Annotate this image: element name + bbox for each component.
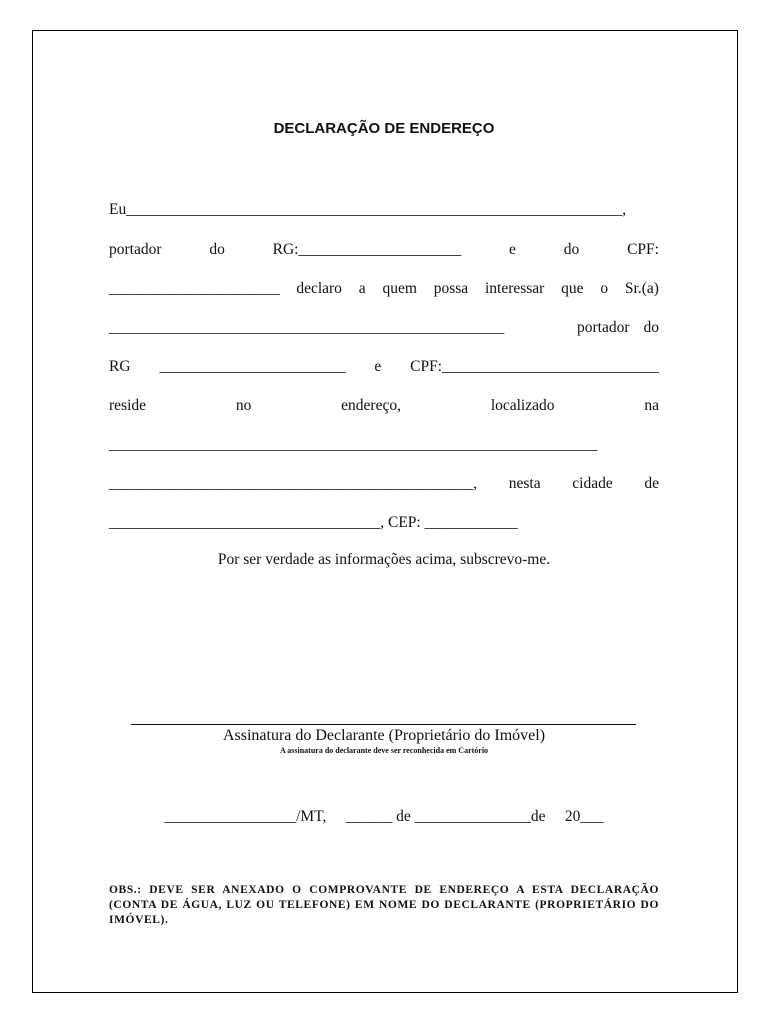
page-border (32, 30, 738, 993)
text-word: localizado (490, 397, 555, 414)
city-cep-line: ___________________________________, CEP: ____________ (109, 514, 518, 531)
text-word: nesta (508, 475, 541, 492)
text-word: no (235, 397, 252, 414)
cpf-field: ______________________ (109, 280, 280, 297)
text-word: do (209, 241, 225, 258)
address-intro-line (109, 396, 659, 416)
text-word: e (509, 241, 516, 258)
text-group (577, 318, 659, 338)
text-word: interessar (484, 280, 545, 297)
address-field-2: _______________________________________________, (109, 475, 478, 492)
resident-cpf-field: CPF:____________________________ (410, 358, 659, 375)
resident-name-line (109, 318, 659, 338)
text-word: portador (109, 241, 162, 258)
text-word: declaro (296, 280, 342, 297)
observation-note: OBS.: DEVE SER ANEXADO O COMPROVANTE DE ENDEREÇO A ESTA DECLARAÇÃO (CONTA DE ÁGUA, LUZ OU TELEFONE) EM NOME DO DECLARANTE (PROPRIETÁRIO DO IMÓVEL). (109, 884, 659, 926)
text-word: que (561, 280, 584, 297)
signature-note: A assinatura do declarante deve ser reconhecida em Cartório (279, 746, 489, 755)
resident-name-field: ___________________________________________________ (109, 319, 505, 336)
text-word: portador (576, 319, 630, 336)
text-word: do (563, 241, 580, 258)
date-line: _________________/MT, ______ de _______________de 20___ (164, 808, 604, 825)
text-word: de (644, 475, 659, 492)
text-word: a (358, 280, 366, 297)
text-word: cidade (572, 475, 613, 492)
text-word: Sr.(a) (624, 280, 659, 297)
text-word: possa (433, 280, 469, 297)
text-word: quem (382, 280, 417, 297)
address-city-line (109, 474, 659, 494)
declarant-id-line (109, 240, 659, 260)
text-word: RG (109, 358, 131, 375)
resident-id-line (109, 357, 659, 377)
closing-statement: Por ser verdade as informações acima, subscrevo-me. (217, 551, 551, 568)
signature-label: Assinatura do Declarante (Proprietário do Imóvel) (222, 727, 546, 744)
text-word: reside (109, 397, 147, 414)
text-word: CPF: (627, 241, 659, 258)
text-word: o (600, 280, 609, 297)
text-word: e (374, 358, 382, 375)
text-word: do (643, 319, 659, 336)
signature-line (131, 724, 636, 725)
declarant-name-line: Eu________________________________________________________________, (109, 201, 627, 218)
address-field-1: _______________________________________________________________ (109, 436, 598, 453)
text-word: endereço, (341, 397, 401, 414)
text-word: na (644, 397, 659, 414)
resident-rg-field: ________________________ (159, 358, 346, 375)
rg-field: RG:_____________________ (272, 241, 462, 258)
document-title: DECLARAÇÃO DE ENDEREÇO (273, 120, 495, 137)
declaration-line (109, 279, 659, 299)
